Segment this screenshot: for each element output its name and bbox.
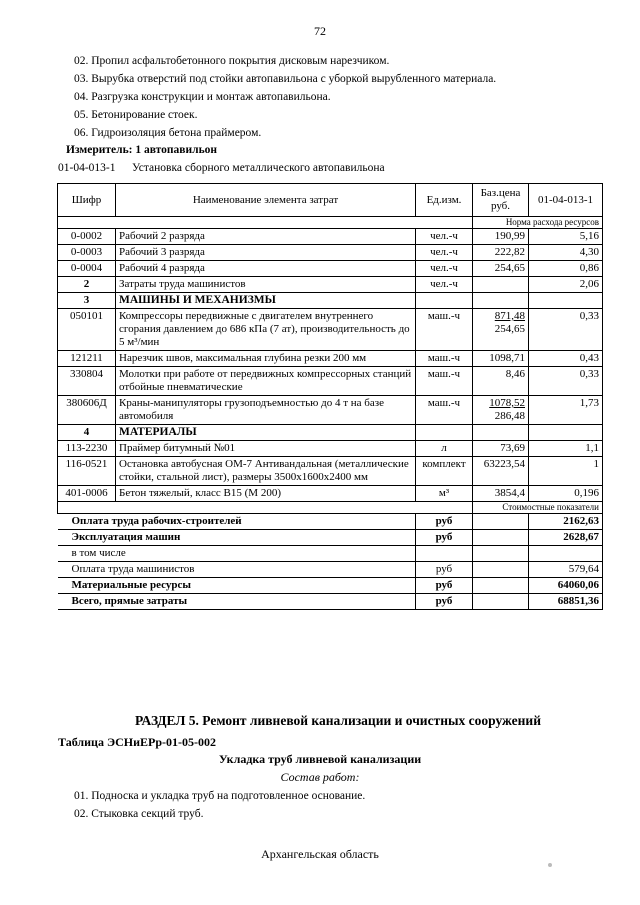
table-row	[58, 351, 603, 367]
table-row	[58, 309, 603, 351]
summary-name: Всего, прямые затраты	[58, 594, 416, 610]
summary-unit	[416, 546, 473, 562]
subsection-title: Укладка труб ливневой канализации	[218, 752, 422, 766]
row-name: Нарезчик швов, максимальная глубина резки 200 мм	[116, 351, 416, 367]
table-row	[58, 441, 603, 457]
row-name: Рабочий 4 разряда	[116, 261, 416, 277]
work-item: 05. Бетонирование стоек.	[74, 109, 198, 121]
row-price: 3854,4	[473, 486, 529, 502]
summary-row	[58, 594, 603, 610]
row-price: 1078,52	[489, 397, 525, 409]
summary-value: 64060,06	[529, 578, 603, 594]
row-norm: 0,86	[529, 261, 603, 277]
norm-subheader-row	[58, 217, 603, 229]
row-name: Краны-манипуляторы грузоподъемностью до 4 т на базе автомобиля	[116, 396, 416, 425]
footer-region: Архангельская область	[261, 847, 379, 861]
row-price	[473, 277, 529, 293]
row-norm: 0,33	[529, 367, 603, 396]
work-item: 01. Подноска и укладка труб на подготовленное основание.	[74, 790, 366, 802]
scan-dot	[548, 863, 552, 867]
work-item: 06. Гидроизоляция бетона праймером.	[74, 127, 262, 139]
row-price: 254,65	[473, 261, 529, 277]
row-unit: чел.-ч	[416, 245, 473, 261]
row-price: 63223,54	[473, 457, 529, 486]
row-name: Праймер битумный №01	[116, 441, 416, 457]
summary-value: 2162,63	[529, 514, 603, 530]
row-name: Бетон тяжелый, класс В15 (М 200)	[116, 486, 416, 502]
row-unit: м³	[416, 486, 473, 502]
header-norm: 01-04-013-1	[529, 184, 603, 217]
row-code: 380606Д	[58, 396, 116, 425]
row-code: 113-2230	[58, 441, 116, 457]
row-code: 050101	[58, 309, 116, 351]
summary-row	[58, 562, 603, 578]
row-unit: чел.-ч	[416, 261, 473, 277]
row-unit: маш.-ч	[416, 396, 473, 425]
row-norm: 0,196	[529, 486, 603, 502]
work-item: 04. Разгрузка конструкции и монтаж автопавильона.	[74, 91, 331, 103]
header-price: Баз.цена руб.	[473, 184, 529, 217]
summary-name: Материальные ресурсы	[58, 578, 416, 594]
row-norm: 2,06	[529, 277, 603, 293]
row-name: Молотки при работе от передвижных компрессорных станций отбойные пневматические	[116, 367, 416, 396]
table-row	[58, 367, 603, 396]
table-row	[58, 229, 603, 245]
table-row	[58, 457, 603, 486]
summary-value	[529, 546, 603, 562]
cost-subheader: Стоимостные показатели	[473, 502, 603, 514]
row-price: 73,69	[473, 441, 529, 457]
section-row-materials	[58, 425, 603, 441]
row-code: 401-0006	[58, 486, 116, 502]
summary-unit: руб	[416, 514, 473, 530]
row-unit: чел.-ч	[416, 277, 473, 293]
summary-name: в том числе	[58, 546, 416, 562]
row-name: Рабочий 3 разряда	[116, 245, 416, 261]
table-row	[58, 245, 603, 261]
summary-unit: руб	[416, 530, 473, 546]
summary-value: 2628,67	[529, 530, 603, 546]
row-price: 222,82	[473, 245, 529, 261]
section-row-machines	[58, 293, 603, 309]
row-name: Компрессоры передвижные с двигателем внутреннего сгорания давлением до 686 кПа (7 ат), производительность до 5 м³/мин	[116, 309, 416, 351]
table-header-row	[58, 184, 603, 217]
summary-value: 579,64	[529, 562, 603, 578]
row-code: 0-0002	[58, 229, 116, 245]
work-composition-label: Состав работ:	[280, 770, 360, 784]
row-code: 0-0003	[58, 245, 116, 261]
summary-name: Эксплуатация машин	[58, 530, 416, 546]
norm-title: Установка сборного металлического автопавильона	[132, 162, 385, 174]
table-row	[58, 396, 603, 425]
work-item: 02. Стыковка секций труб.	[74, 808, 204, 820]
row-code: 2	[58, 277, 116, 293]
row-name: Затраты труда машинистов	[116, 277, 416, 293]
norm-code: 01-04-013-1	[58, 162, 116, 174]
row-unit: комплект	[416, 457, 473, 486]
row-price-operator: 286,48	[494, 410, 525, 422]
row-code: 0-0004	[58, 261, 116, 277]
summary-value: 68851,36	[529, 594, 603, 610]
row-unit: маш.-ч	[416, 351, 473, 367]
section-code: 3	[58, 293, 116, 309]
summary-name: Оплата труда машинистов	[58, 562, 416, 578]
work-item: 02. Пропил асфальтобетонного покрытия дисковым нарезчиком.	[74, 55, 390, 67]
row-norm: 1,1	[529, 441, 603, 457]
row-norm: 1,73	[529, 396, 603, 425]
summary-row	[58, 546, 603, 562]
row-unit: маш.-ч	[416, 367, 473, 396]
row-norm: 4,30	[529, 245, 603, 261]
row-price: 8,46	[473, 367, 529, 396]
row-price-cell	[473, 396, 529, 425]
summary-unit: руб	[416, 594, 473, 610]
row-price-operator: 254,65	[494, 323, 525, 335]
cost-subheader-row	[58, 502, 603, 514]
row-norm: 5,16	[529, 229, 603, 245]
table-row	[58, 261, 603, 277]
row-price: 1098,71	[473, 351, 529, 367]
table-title: Таблица ЭСНиЕРр-01-05-002	[58, 735, 217, 749]
row-price-cell	[473, 309, 529, 351]
summary-unit: руб	[416, 562, 473, 578]
summary-row	[58, 530, 603, 546]
row-price: 871,48	[494, 310, 525, 322]
header-unit: Ед.изм.	[416, 184, 473, 217]
row-name: Остановка автобусная ОМ-7 Антивандальная (металлические стойки, стальной лист), размеры 3500х1600х2400 мм	[116, 457, 416, 486]
section-name: МАШИНЫ И МЕХАНИЗМЫ	[116, 293, 416, 309]
table-row	[58, 277, 603, 293]
row-unit: л	[416, 441, 473, 457]
page-number: 72	[314, 24, 326, 38]
row-unit: маш.-ч	[416, 309, 473, 351]
work-item: 03. Вырубка отверстий под стойки автопавильона с уборкой вырубленного материала.	[74, 73, 497, 85]
summary-row	[58, 578, 603, 594]
row-norm: 0,43	[529, 351, 603, 367]
section-name: МАТЕРИАЛЫ	[116, 425, 416, 441]
row-unit: чел.-ч	[416, 229, 473, 245]
row-name: Рабочий 2 разряда	[116, 229, 416, 245]
row-norm: 0,33	[529, 309, 603, 351]
resource-table	[57, 183, 603, 610]
table-row	[58, 486, 603, 502]
summary-row	[58, 514, 603, 530]
row-price: 190,99	[473, 229, 529, 245]
row-code: 330804	[58, 367, 116, 396]
section-title: РАЗДЕЛ 5. Ремонт ливневой канализации и очистных сооружений	[135, 713, 541, 728]
row-code: 121211	[58, 351, 116, 367]
section-code: 4	[58, 425, 116, 441]
row-norm: 1	[529, 457, 603, 486]
meter-label: Измеритель: 1 автопавильон	[66, 144, 218, 156]
norm-subheader: Норма расхода ресурсов	[473, 217, 603, 229]
header-name: Наименование элемента затрат	[116, 184, 416, 217]
row-code: 116-0521	[58, 457, 116, 486]
header-code: Шифр	[58, 184, 116, 217]
summary-unit: руб	[416, 578, 473, 594]
summary-name: Оплата труда рабочих-строителей	[58, 514, 416, 530]
